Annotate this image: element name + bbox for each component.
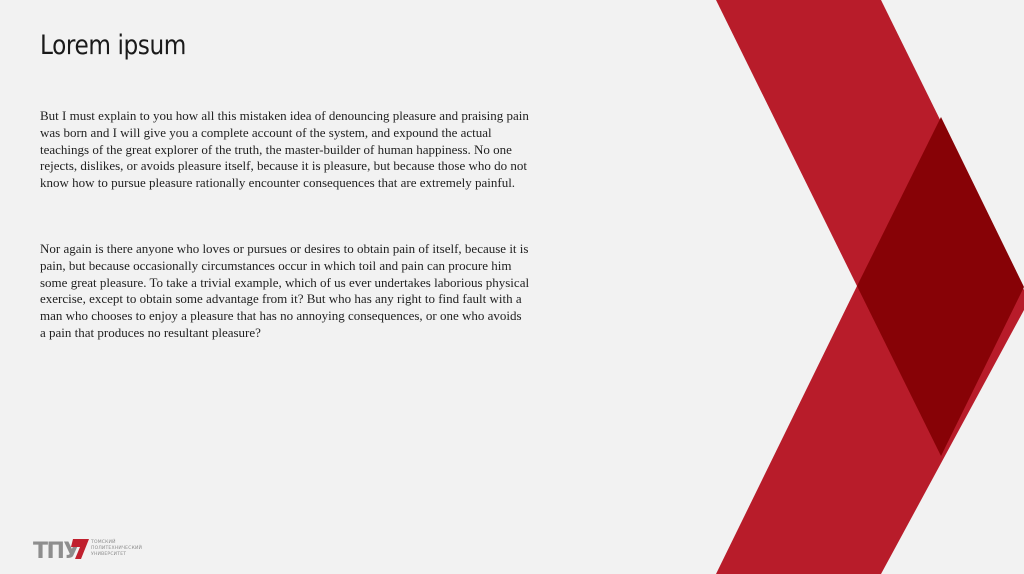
logo-line-3: УНИВЕРСИТЕТ <box>91 552 127 557</box>
body-paragraph-1: But I must explain to you how all this mistaken idea of denouncing pleasure and praising pain was born and I will give you a complete account of the system, and expound the actual teachings of the great explorer of the truth, the master-builder of human happiness. No one rejects, dislikes, or avoids pleasure itself, because it is pleasure, but because those who do not know how to pursue pleasure rationally encounter consequences that are extremely painful. <box>40 108 529 191</box>
university-logo-icon <box>33 537 93 561</box>
university-logo <box>33 537 143 561</box>
logo-caption <box>91 540 143 558</box>
logo-line-2: ПОЛИТЕХНИЧЕСКИЙ <box>91 546 143 551</box>
page-title: Lorem ipsum <box>40 30 186 61</box>
logo-line-1: ТОМСКИЙ <box>91 540 116 545</box>
logo-mark-text: ТПУ <box>33 539 79 561</box>
body-paragraph-2: Nor again is there anyone who loves or pursues or desires to obtain pain of itself, because it is pain, but because occasionally circumstances occur in which toil and pain can procure him some great pleasure. To take a trivial example, which of us ever undertakes laborious physical exercise, except to obtain some advantage from it? But who has any right to find fault with a man who chooses to enjoy a pleasure that has no annoying consequences, or one who avoids a pain that produces no resultant pleasure? <box>40 241 530 340</box>
